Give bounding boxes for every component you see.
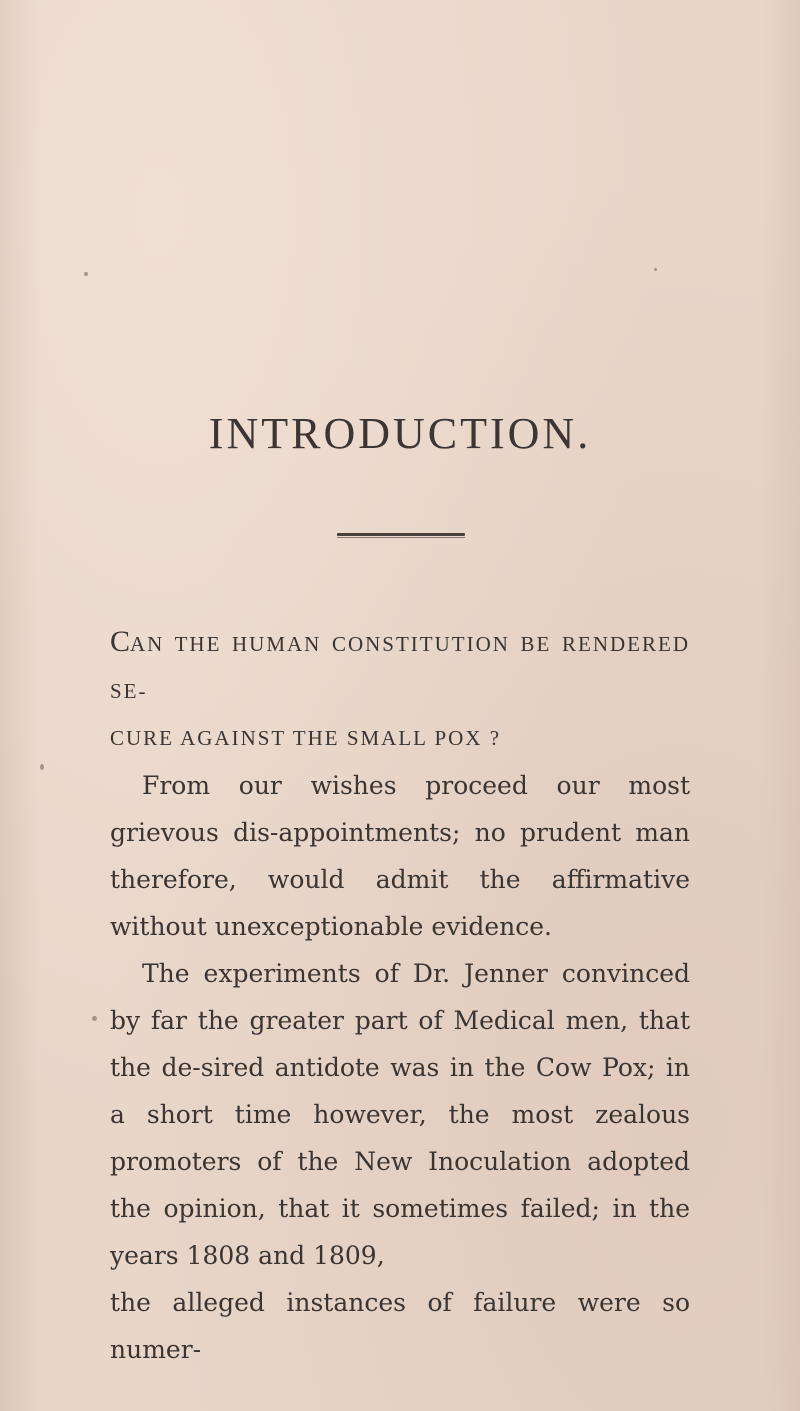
paper-speck [40,764,44,770]
paper-speck [92,1016,97,1021]
section-heading-line-2: CURE AGAINST THE SMALL POX ? [110,726,502,750]
paragraph-2: The experiments of Dr. Jenner convinced by far the greater part of Medical men, that the de-sired antidote was in the Cow Pox; in a short time however, the most zealous promoters of the New Inoculation adopted the opinion, that it sometimes failed; in the years 1808 and 1809, [110,959,690,1270]
paragraph-1: From our wishes proceed our most grievous dis-appointments; no prudent man therefore, would admit the affirmative without unexceptionable evidence. [110,771,690,941]
page-title: INTRODUCTION. [208,409,592,458]
section-heading-text: AN THE HUMAN CONSTITUTION BE RENDERED SE- [110,632,690,703]
paper-speck [654,268,657,271]
section-heading-line-1 [110,618,690,715]
title-rule-divider [337,533,465,536]
paragraph-2-continuation: the alleged instances of failure were so numer- [110,1288,690,1364]
paper-speck [84,272,88,276]
body-text [110,618,690,1373]
dropcap-letter: C [110,625,131,658]
